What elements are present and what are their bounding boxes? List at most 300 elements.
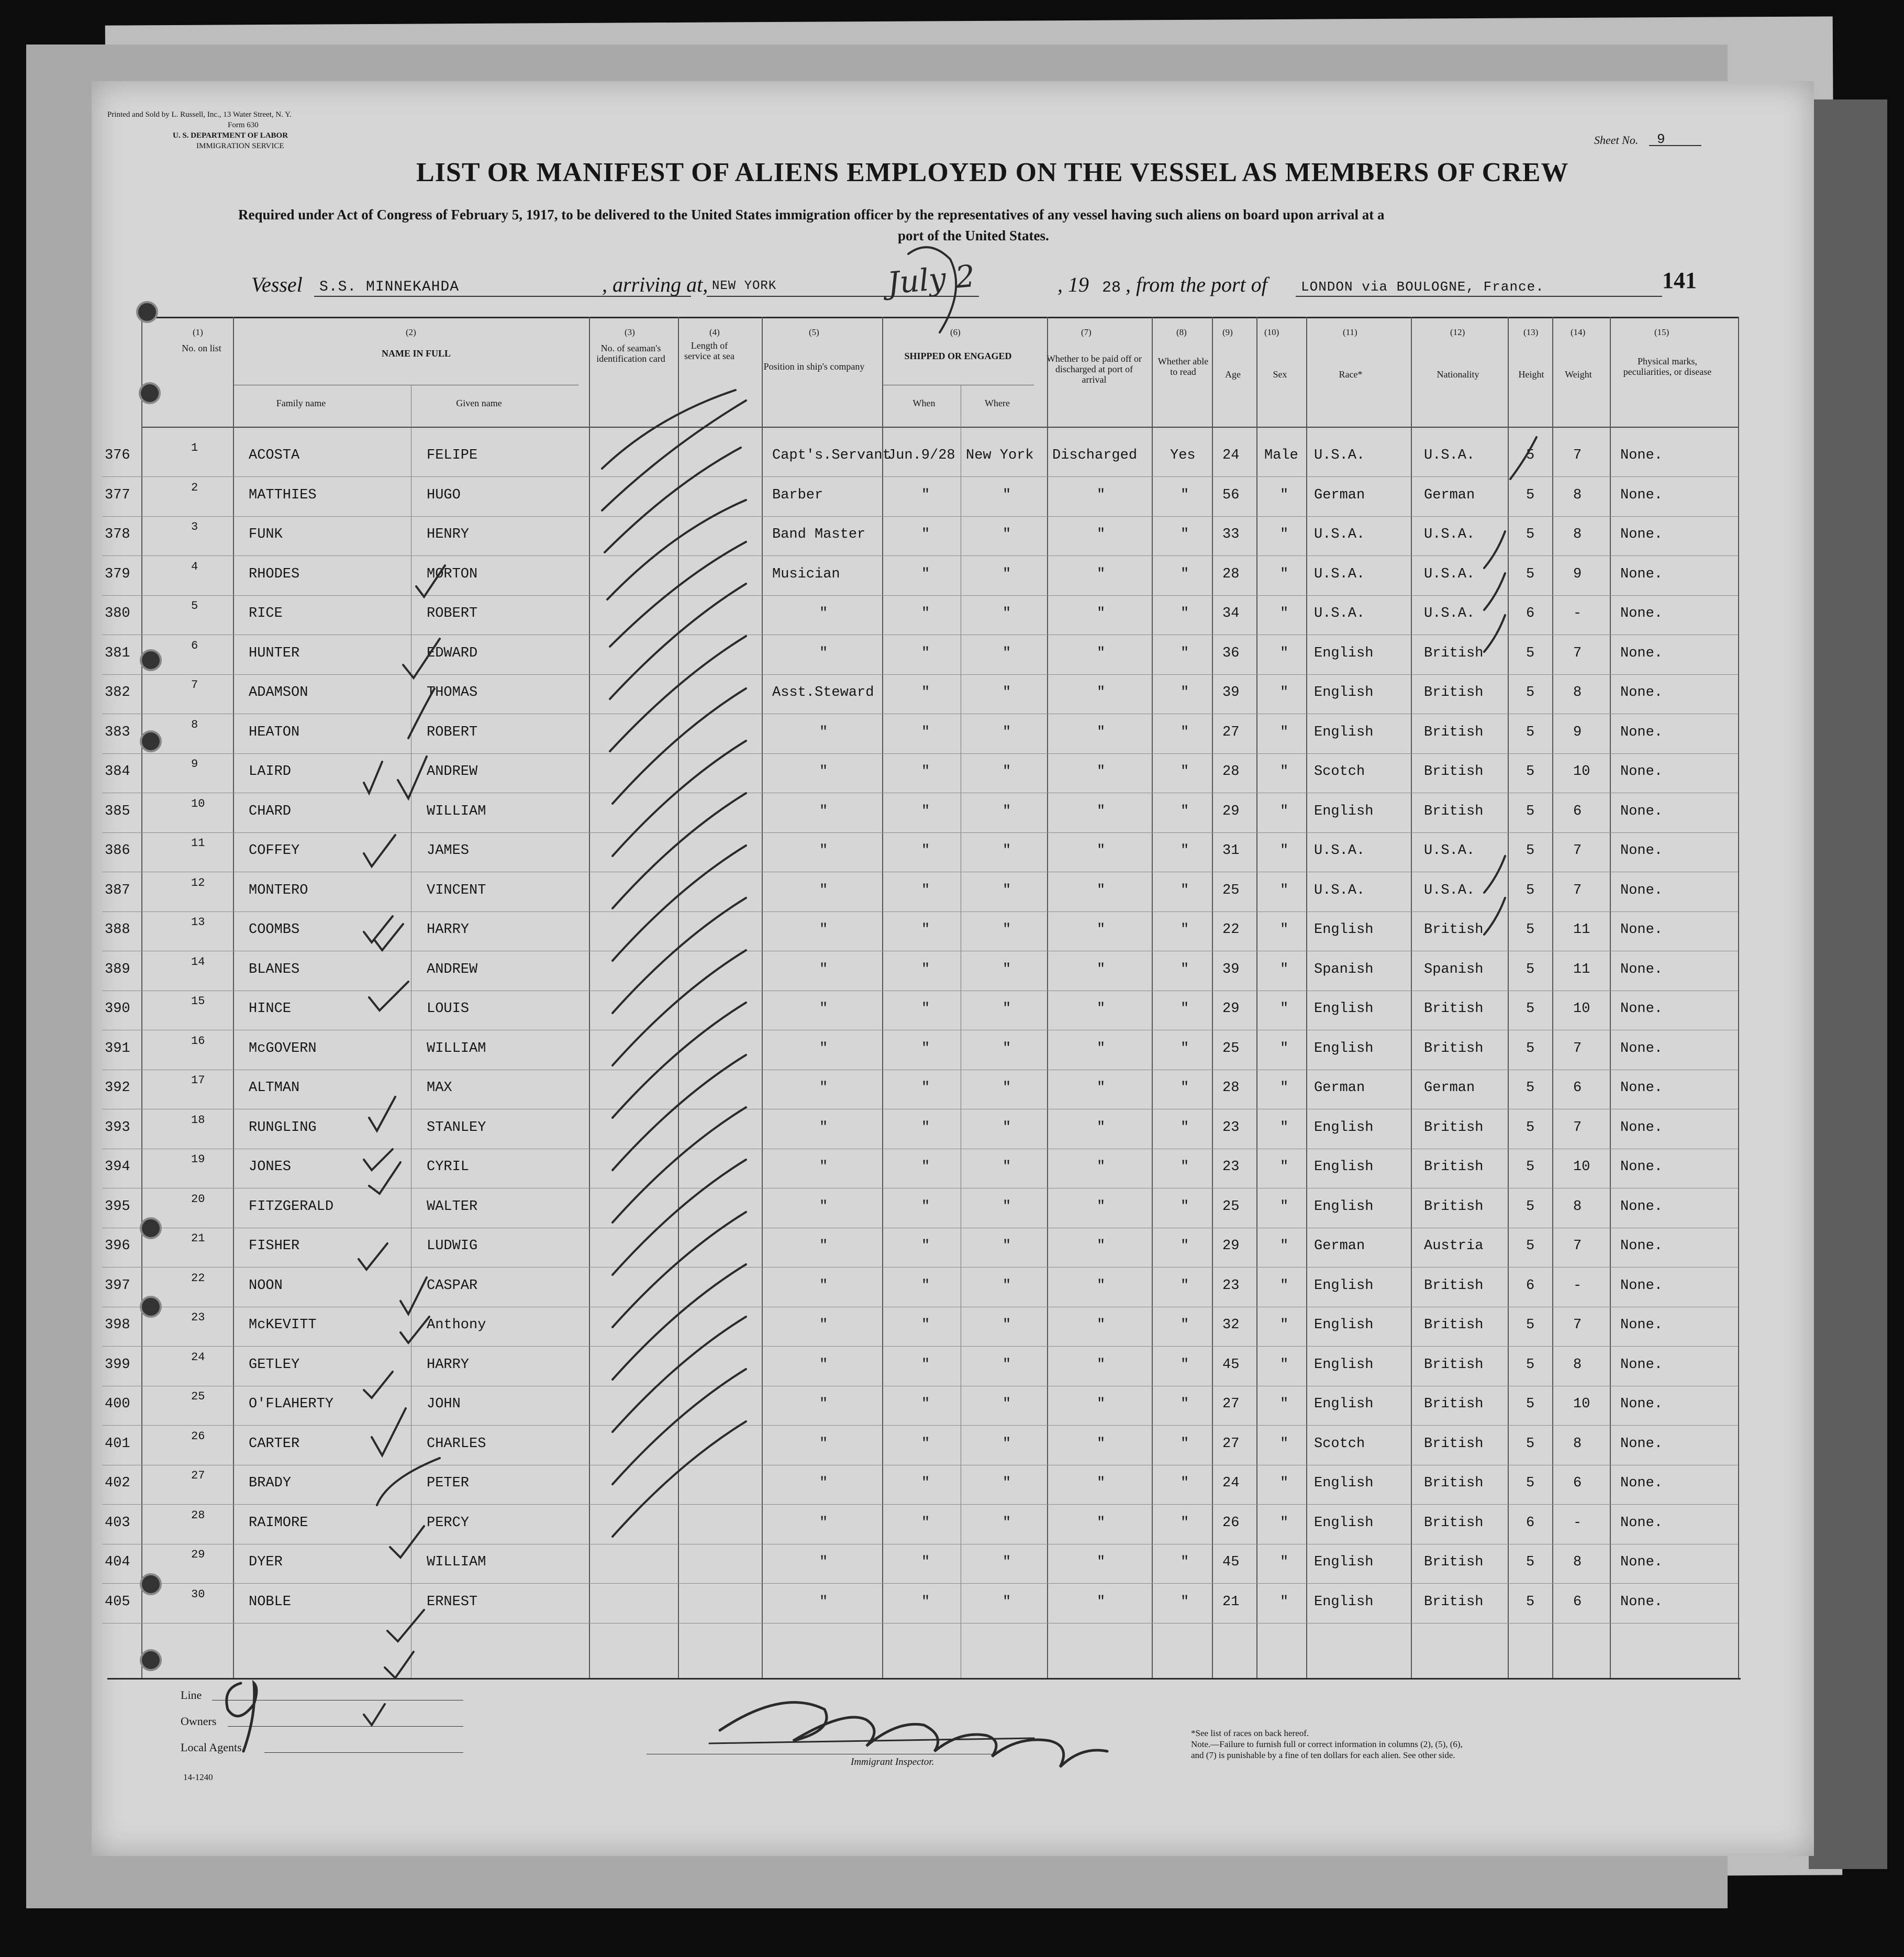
list-number: 3 [191, 520, 198, 533]
height: 6 [1526, 606, 1535, 621]
race: English [1314, 1277, 1374, 1294]
nationality: U.S.A. [1424, 843, 1475, 859]
position: Band Master [772, 527, 866, 542]
family-name: COFFEY [249, 843, 300, 859]
able-to-read: " [1181, 764, 1189, 780]
check-mark [359, 1243, 387, 1270]
list-number: 21 [191, 1232, 205, 1245]
col-header-discharged: Whether to be paid off or discharged at port of arrival [1046, 353, 1142, 385]
height: 5 [1526, 1119, 1535, 1136]
discharged: " [1097, 566, 1106, 582]
weight: 6 [1573, 1594, 1582, 1610]
subtitle-line-2: port of the United States. [898, 228, 1049, 243]
position: " [819, 724, 828, 740]
list-number: 16 [191, 1034, 205, 1048]
height: 5 [1526, 1356, 1535, 1373]
shipped-when: " [921, 1554, 930, 1570]
col-header-shipped: SHIPPED OR ENGAGED [904, 351, 1012, 361]
age: 25 [1222, 1198, 1240, 1215]
inspector-signature [720, 1703, 1107, 1767]
given-name: HARRY [427, 922, 470, 938]
pencil-check-stroke [610, 542, 746, 647]
check-mark [364, 1704, 385, 1725]
slash-mark [1510, 437, 1536, 479]
discharged: " [1097, 1396, 1106, 1412]
nationality: U.S.A. [1424, 566, 1475, 582]
able-to-read: " [1181, 1198, 1189, 1215]
col-header-able-read: Whether able to read [1157, 356, 1209, 377]
col-header-when: When [912, 398, 936, 408]
check-mark [364, 1149, 393, 1170]
col-header-sex: Sex [1273, 369, 1287, 380]
nationality: British [1424, 1277, 1484, 1294]
shipped-where: " [1003, 1515, 1011, 1531]
check-mark [364, 916, 393, 942]
height: 5 [1526, 527, 1535, 542]
given-name: FELIPE [427, 448, 478, 463]
age: 29 [1222, 803, 1240, 819]
sex: " [1280, 527, 1289, 542]
height: 6 [1526, 1515, 1535, 1531]
age: 25 [1222, 1040, 1240, 1057]
given-name: HUGO [427, 487, 461, 503]
col-header-given: Given name [456, 398, 502, 408]
arriving-port: NEW YORK [712, 279, 777, 293]
position: " [819, 1238, 828, 1254]
shipped-when: " [921, 764, 930, 780]
discharged: " [1097, 1119, 1106, 1136]
able-to-read: " [1181, 1001, 1189, 1017]
age: 28 [1222, 764, 1240, 780]
family-name: RICE [249, 606, 283, 621]
line-number: 378 [105, 527, 130, 542]
shipped-when: " [921, 882, 930, 898]
sex: " [1280, 1396, 1289, 1412]
check-mark [374, 924, 403, 950]
age: 26 [1222, 1515, 1240, 1531]
race: English [1314, 1119, 1374, 1136]
able-to-read: " [1181, 803, 1189, 819]
able-to-read: " [1181, 961, 1189, 977]
shipped-when: " [921, 922, 930, 938]
footnote-races: *See list of races on back hereof. [1191, 1728, 1309, 1738]
position: " [819, 1356, 828, 1373]
discharged: " [1097, 487, 1106, 503]
form-code: 14-1240 [183, 1772, 213, 1782]
list-number: 5 [191, 599, 198, 613]
physical-marks: None. [1620, 1119, 1663, 1136]
sex: " [1280, 1515, 1289, 1531]
date-scrawl [908, 247, 956, 332]
list-number: 9 [191, 758, 198, 771]
position: " [819, 1396, 828, 1412]
position: " [819, 1119, 828, 1136]
list-number: 8 [191, 718, 198, 731]
height: 5 [1526, 882, 1535, 898]
nationality: British [1424, 1436, 1484, 1452]
position: " [819, 1001, 828, 1017]
check-mark [398, 757, 427, 798]
age: 27 [1222, 1436, 1240, 1452]
footnote-penalty-2: and (7) is punishable by a fine of ten dollars for each alien. See other side. [1191, 1750, 1455, 1760]
check-mark [369, 1097, 395, 1131]
weight: 8 [1573, 1436, 1582, 1452]
line-number: 404 [105, 1554, 130, 1570]
height: 5 [1526, 1238, 1535, 1254]
given-name: THOMAS [427, 685, 478, 700]
nationality: U.S.A. [1424, 527, 1475, 542]
line-number: 405 [105, 1594, 130, 1610]
family-name: CARTER [249, 1436, 300, 1452]
discharged: Discharged [1052, 448, 1138, 463]
list-number: 27 [191, 1469, 205, 1482]
position: " [819, 1436, 828, 1452]
shipped-when: " [921, 1238, 930, 1254]
physical-marks: None. [1620, 882, 1663, 898]
shipped-where: " [1003, 1119, 1011, 1136]
able-to-read: " [1181, 1119, 1189, 1136]
race: English [1314, 1159, 1374, 1175]
nationality: British [1424, 724, 1484, 740]
race: English [1314, 1475, 1374, 1491]
age: 25 [1222, 882, 1240, 898]
shipped-where: " [1003, 1001, 1011, 1017]
race: English [1314, 685, 1374, 700]
age: 45 [1222, 1554, 1240, 1570]
physical-marks: None. [1620, 764, 1663, 780]
given-name: WILLIAM [427, 803, 486, 819]
sex: " [1280, 1594, 1289, 1610]
shipped-when: " [921, 724, 930, 740]
able-to-read: " [1181, 1238, 1189, 1254]
physical-marks: None. [1620, 566, 1663, 582]
sex: " [1280, 1475, 1289, 1491]
weight: 10 [1573, 764, 1590, 780]
position: " [819, 1040, 828, 1057]
family-name: ALTMAN [249, 1080, 300, 1096]
pencil-check-stroke [613, 1003, 746, 1118]
nationality: British [1424, 1554, 1484, 1570]
col-number: (15) [1654, 327, 1669, 337]
sex: " [1280, 724, 1289, 740]
able-to-read: " [1181, 1080, 1189, 1096]
position: Capt's.Servant [772, 448, 891, 463]
footnote-penalty-1: Note.—Failure to furnish full or correct information in columns (2), (5), (6), [1191, 1739, 1463, 1749]
vessel-label: Vessel [251, 273, 303, 296]
physical-marks: None. [1620, 724, 1663, 740]
shipped-where: " [1003, 1159, 1011, 1175]
position: Asst.Steward [772, 685, 874, 700]
height: 5 [1526, 961, 1535, 977]
line-number: 385 [105, 803, 130, 819]
discharged: " [1097, 685, 1106, 700]
position: " [819, 882, 828, 898]
physical-marks: None. [1620, 1436, 1663, 1452]
able-to-read: " [1181, 1356, 1189, 1373]
list-number: 6 [191, 639, 198, 652]
given-name: WALTER [427, 1198, 478, 1215]
line-number: 390 [105, 1001, 130, 1017]
list-number: 1 [191, 441, 198, 454]
sex: " [1280, 1356, 1289, 1373]
age: 28 [1222, 1080, 1240, 1096]
position: " [819, 1475, 828, 1491]
check-mark [377, 1458, 440, 1505]
shipped-where: " [1003, 685, 1011, 700]
family-name: HINCE [249, 1001, 292, 1017]
able-to-read: " [1181, 1317, 1189, 1333]
check-mark [387, 1610, 424, 1641]
sex: " [1280, 487, 1289, 503]
list-number: 2 [191, 481, 198, 494]
age: 24 [1222, 1475, 1240, 1491]
sex: " [1280, 843, 1289, 859]
physical-marks: None. [1620, 448, 1663, 463]
col-number: (8) [1176, 327, 1187, 337]
col-number: (7) [1081, 327, 1092, 337]
footer-line-label: Line [181, 1688, 202, 1702]
family-name: RAIMORE [249, 1515, 308, 1531]
given-name: Anthony [427, 1317, 486, 1333]
discharged: " [1097, 922, 1106, 938]
age: 36 [1222, 645, 1240, 661]
height: 5 [1526, 724, 1535, 740]
nationality: Spanish [1424, 961, 1484, 977]
position: " [819, 1080, 828, 1096]
sex: " [1280, 685, 1289, 700]
pencil-check-stroke [605, 448, 741, 552]
age: 23 [1222, 1159, 1240, 1175]
line-number: 384 [105, 764, 130, 780]
weight: - [1573, 606, 1582, 621]
nationality: British [1424, 1119, 1484, 1136]
check-mark [364, 835, 395, 866]
line-number: 399 [105, 1356, 130, 1373]
col-header-height: Height [1518, 369, 1544, 380]
form-number: Form 630 [228, 121, 259, 129]
col-number: (14) [1571, 327, 1586, 337]
nationality: British [1424, 764, 1484, 780]
sex: " [1280, 1436, 1289, 1452]
shipped-where: " [1003, 803, 1011, 819]
check-mark [390, 1526, 424, 1558]
line-number: 380 [105, 606, 130, 621]
line-number: 382 [105, 685, 130, 700]
shipped-when: " [921, 1277, 930, 1294]
family-name: McKEVITT [249, 1317, 317, 1333]
race: German [1314, 1238, 1365, 1254]
shipped-where: " [1003, 1238, 1011, 1254]
physical-marks: None. [1620, 487, 1663, 503]
given-name: CASPAR [427, 1277, 478, 1294]
race: English [1314, 645, 1374, 661]
shipped-where: " [1003, 1396, 1011, 1412]
weight: 6 [1573, 1080, 1582, 1096]
col-number: (10) [1264, 327, 1279, 337]
family-name: NOBLE [249, 1594, 292, 1610]
shipped-where: " [1003, 1356, 1011, 1373]
shipped-when: " [921, 1317, 930, 1333]
family-name: FITZGERALD [249, 1198, 334, 1215]
sex: " [1280, 1317, 1289, 1333]
list-number: 22 [191, 1271, 205, 1285]
sex: " [1280, 1080, 1289, 1096]
family-name: McGOVERN [249, 1040, 317, 1057]
line-number: 387 [105, 882, 130, 898]
able-to-read: " [1181, 685, 1189, 700]
shipped-when: " [921, 1436, 930, 1452]
family-name: HEATON [249, 724, 300, 740]
line-number: 400 [105, 1396, 130, 1412]
list-number: 4 [191, 560, 198, 573]
pencil-check-stroke [613, 688, 746, 804]
given-name: EDWARD [427, 645, 478, 661]
discharged: " [1097, 606, 1106, 621]
line-number: 383 [105, 724, 130, 740]
height: 5 [1526, 922, 1535, 938]
height: 5 [1526, 803, 1535, 819]
height: 5 [1526, 1594, 1535, 1610]
race: English [1314, 922, 1374, 938]
shipped-where: " [1003, 606, 1011, 621]
discharged: " [1097, 1554, 1106, 1570]
height: 5 [1526, 1001, 1535, 1017]
shipped-when: " [921, 1001, 930, 1017]
weight: 7 [1573, 1238, 1582, 1254]
line-number: 391 [105, 1040, 130, 1057]
position: " [819, 1277, 828, 1294]
nationality: British [1424, 1396, 1484, 1412]
inspector-label: Immigrant Inspector. [851, 1756, 934, 1767]
race: U.S.A. [1314, 527, 1365, 542]
weight: 9 [1573, 724, 1582, 740]
nationality: British [1424, 922, 1484, 938]
nationality: British [1424, 1356, 1484, 1373]
age: 39 [1222, 685, 1240, 700]
physical-marks: None. [1620, 1080, 1663, 1096]
vessel-name: S.S. MINNEKAHDA [319, 279, 460, 295]
able-to-read: " [1181, 1475, 1189, 1491]
height: 5 [1526, 566, 1535, 582]
from-port: LONDON via BOULOGNE, France. [1301, 279, 1544, 295]
list-number: 12 [191, 876, 205, 889]
able-to-read: " [1181, 606, 1189, 621]
physical-marks: None. [1620, 803, 1663, 819]
position: " [819, 1159, 828, 1175]
check-mark [403, 639, 440, 678]
family-name: COOMBS [249, 922, 300, 938]
shipped-where: " [1003, 487, 1011, 503]
weight: 7 [1573, 448, 1582, 463]
slash-mark [1484, 573, 1505, 610]
weight: 8 [1573, 527, 1582, 542]
height: 5 [1526, 1080, 1535, 1096]
line-number: 394 [105, 1159, 130, 1175]
age: 22 [1222, 922, 1240, 938]
able-to-read: " [1181, 1159, 1189, 1175]
shipped-when: " [921, 1594, 930, 1610]
physical-marks: None. [1620, 1475, 1663, 1491]
physical-marks: None. [1620, 1554, 1663, 1570]
physical-marks: None. [1620, 1396, 1663, 1412]
given-name: HENRY [427, 527, 470, 542]
race: U.S.A. [1314, 448, 1365, 463]
col-number: (12) [1450, 327, 1465, 337]
able-to-read: " [1181, 527, 1189, 542]
family-name: LAIRD [249, 764, 292, 780]
list-number: 15 [191, 995, 205, 1008]
list-number: 20 [191, 1192, 205, 1206]
weight: 8 [1573, 1356, 1582, 1373]
check-mark [372, 1408, 406, 1455]
position: " [819, 764, 828, 780]
given-name: MAX [427, 1080, 452, 1096]
nationality: German [1424, 487, 1475, 503]
position: " [819, 1554, 828, 1570]
slash-mark [1484, 615, 1505, 652]
age: 33 [1222, 527, 1240, 542]
family-name: GETLEY [249, 1356, 300, 1373]
physical-marks: None. [1620, 1594, 1663, 1610]
list-number: 23 [191, 1311, 205, 1324]
col-header-seaman-card: No. of seaman's identification card [596, 343, 665, 364]
given-name: ERNEST [427, 1594, 478, 1610]
weight: 6 [1573, 1475, 1582, 1491]
weight: 10 [1573, 1396, 1590, 1412]
weight: 7 [1573, 1317, 1582, 1333]
shipped-when: " [921, 1040, 930, 1057]
family-name: BRADY [249, 1475, 292, 1491]
discharged: " [1097, 803, 1106, 819]
nationality: British [1424, 1159, 1484, 1175]
race: German [1314, 487, 1365, 503]
shipped-where: " [1003, 1080, 1011, 1096]
list-number: 14 [191, 955, 205, 969]
race: English [1314, 803, 1374, 819]
list-number: 24 [191, 1350, 205, 1364]
pencil-check-stroke [613, 1107, 746, 1222]
page-number: 141 [1662, 268, 1697, 293]
discharged: " [1097, 1356, 1106, 1373]
sex: " [1280, 1198, 1289, 1215]
shipped-where: " [1003, 1277, 1011, 1294]
physical-marks: None. [1620, 1277, 1663, 1294]
sex: " [1280, 645, 1289, 661]
position: " [819, 1198, 828, 1215]
position: Musician [772, 566, 840, 582]
col-header-nationality: Nationality [1437, 369, 1479, 380]
age: 27 [1222, 1396, 1240, 1412]
family-name: JONES [249, 1159, 292, 1175]
height: 5 [1526, 1317, 1535, 1333]
shipped-where: " [1003, 1198, 1011, 1215]
shipped-where: " [1003, 1040, 1011, 1057]
given-name: JAMES [427, 843, 470, 859]
height: 5 [1526, 448, 1535, 463]
physical-marks: None. [1620, 922, 1663, 938]
discharged: " [1097, 961, 1106, 977]
line-number: 392 [105, 1080, 130, 1096]
position: Barber [772, 487, 823, 503]
physical-marks: None. [1620, 843, 1663, 859]
family-name: NOON [249, 1277, 283, 1294]
shipped-when: " [921, 1515, 930, 1531]
position: " [819, 1317, 828, 1333]
family-name: FISHER [249, 1238, 300, 1254]
given-name: PETER [427, 1475, 470, 1491]
race: English [1314, 1554, 1374, 1570]
col-header-race: Race* [1339, 369, 1363, 380]
